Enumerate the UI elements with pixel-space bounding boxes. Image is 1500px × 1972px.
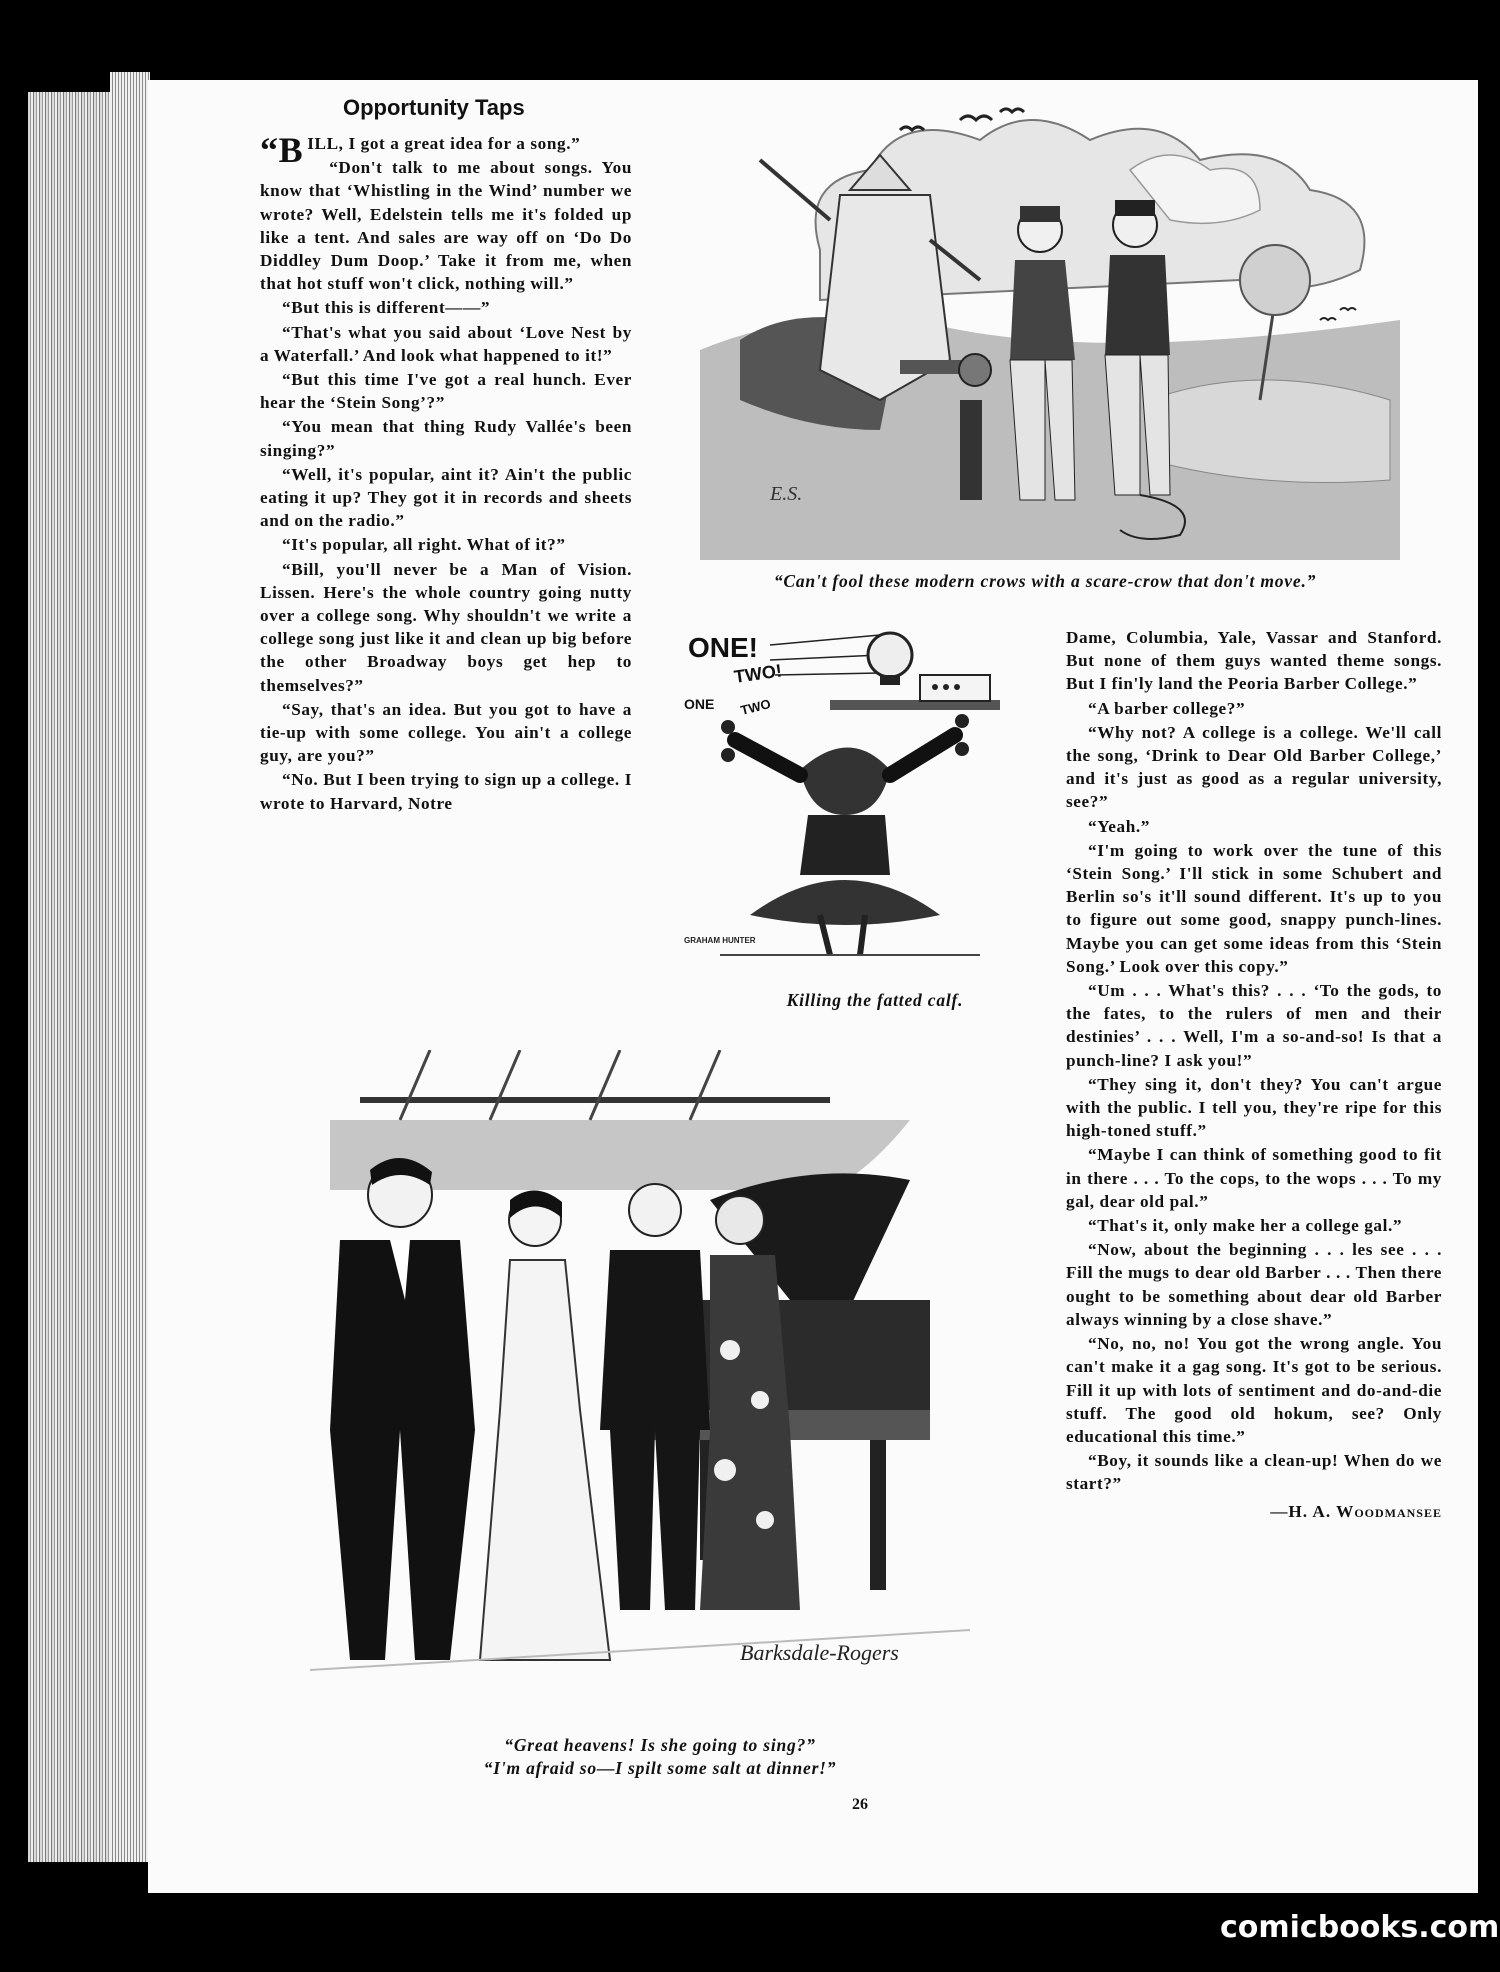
scarecrow-caption: “Can't fool these modern crows with a scare-crow that don't move.”	[773, 571, 1317, 591]
paragraph: “They sing it, don't they? You can't argue with the public. I tell you, they're ripe for this high-toned stuff.”	[1066, 1074, 1442, 1141]
article-title: Opportunity Taps	[343, 95, 525, 120]
paragraph: “Say, that's an idea. But you got to have a tie-up with some college. You ain't a college guy, are you?”	[260, 699, 632, 766]
book-page-edges-inner	[110, 72, 150, 1862]
site-watermark: comicbooks.com	[1220, 1910, 1500, 1945]
caption-line-2: “I'm afraid so—I spilt some salt at dinner!”	[483, 1758, 837, 1778]
right-text-column	[1066, 626, 1442, 1523]
sound-two-small: TWO	[739, 696, 773, 718]
opening-paragraph: “B ILL, I got a great idea for a song.”	[260, 130, 581, 170]
paragraph: “No. But I been trying to sign up a college. I wrote to Harvard, Notre	[260, 770, 632, 813]
paragraph: “Don't talk to me about songs. You know that ‘Whistling in the Wind’ number we wrote? Well, Edelstein tells me it's folded up like a tent. And sales are way off on ‘Do Do Diddley Dum Doop.’ Take it from me, when that hot stuff won't click, nothing will.”	[260, 158, 632, 294]
paragraph: “But this time I've got a real hunch. Ever hear the ‘Stein Song’?”	[260, 370, 632, 413]
paragraph: “Bill, you'll never be a Man of Vision. Lissen. Here's the whole country going nutty over a college song. Why shouldn't we write a college song just like it and clean up big before the other Broadway boys get hep to themselves?”	[260, 559, 632, 695]
paragraph: “Boy, it sounds like a clean-up! When do we start?”	[1066, 1451, 1442, 1494]
piano-party-caption	[360, 1734, 960, 1780]
sound-one-big: ONE!	[688, 632, 758, 663]
paragraph: “I'm going to work over the tune of this ‘Stein Song.’ I'll stick in some Schubert and Berlin so's it'll sound different. It's up to you to figure out some good, snappy punch-lines. Maybe you can get some ideas from this ‘Stein Song.’ Look over this copy.”	[1066, 840, 1442, 976]
paragraph: “A barber college?”	[1088, 698, 1246, 718]
fatted-calf-cartoon	[680, 615, 1020, 985]
paragraph: Dame, Columbia, Yale, Vassar and Stanford. But none of them guys wanted theme songs. But I fin'ly land the Peoria Barber College.”	[1066, 628, 1442, 694]
paragraph: “No, no, no! You got the wrong angle. You can't make it a gag song. It's got to be serious. Fill it up with lots of sentiment and do-and-die stuff. The good old hokum, see? Only educational this time.”	[1066, 1334, 1442, 1446]
paragraph: “Yeah.”	[1088, 816, 1150, 836]
paragraph: “That's what you said about ‘Love Nest by a Waterfall.’ And look what happened to it!”	[260, 322, 632, 365]
scarecrow-artist-initials: E.S.	[770, 483, 803, 505]
left-text-column	[260, 132, 632, 816]
calf-artist-signature: GRAHAM HUNTER	[684, 936, 756, 945]
paragraph: “Um . . . What's this? . . . ‘To the gods, to the fates, to the rulers of men and their destinies’ . . . Well, I'm a so-and-so! Is that a punch-line? I ask you!”	[1066, 981, 1442, 1070]
author-signature: —H. A. Woodmansee	[1270, 1501, 1442, 1521]
piano-party-cartoon	[270, 1050, 1030, 1720]
book-page-edges	[28, 92, 118, 1862]
page-number: 26	[852, 1796, 868, 1813]
paragraph: “It's popular, all right. What of it?”	[282, 535, 566, 555]
paragraph: “Well, it's popular, aint it? Ain't the public eating it up? They got it in records and sheets and on the radio.”	[260, 464, 632, 531]
paragraph: “That's it, only make her a college gal.”	[1088, 1216, 1403, 1236]
fatted-calf-caption: Killing the fatted calf.	[786, 990, 964, 1010]
caption-line-1: “Great heavens! Is she going to sing?”	[504, 1735, 816, 1755]
paragraph: “You mean that thing Rudy Vallée's been singing?”	[260, 417, 632, 460]
scarecrow-cartoon	[700, 100, 1400, 560]
sound-one-small: ONE	[684, 696, 715, 712]
party-artist-signature: Barksdale-Rogers	[740, 1640, 899, 1665]
paragraph: “Maybe I can think of something good to fit in there . . . To the cops, to the wops . . . To my gal, dear old pal.”	[1066, 1145, 1442, 1211]
drop-cap: “B	[260, 130, 304, 170]
paragraph: “Why not? A college is a college. We'll call the song, ‘Drink to Dear Old Barber College,’ and it's just as good as a regular university, see?”	[1066, 722, 1442, 812]
sound-two-big: TWO!	[732, 660, 784, 687]
paragraph: “But this is different——”	[282, 298, 491, 318]
paragraph: “Now, about the beginning . . . les see . . . Fill the mugs to dear old Barber . . . Then there ought to be something about dear old Barber always winning by a close shave.”	[1066, 1240, 1442, 1329]
